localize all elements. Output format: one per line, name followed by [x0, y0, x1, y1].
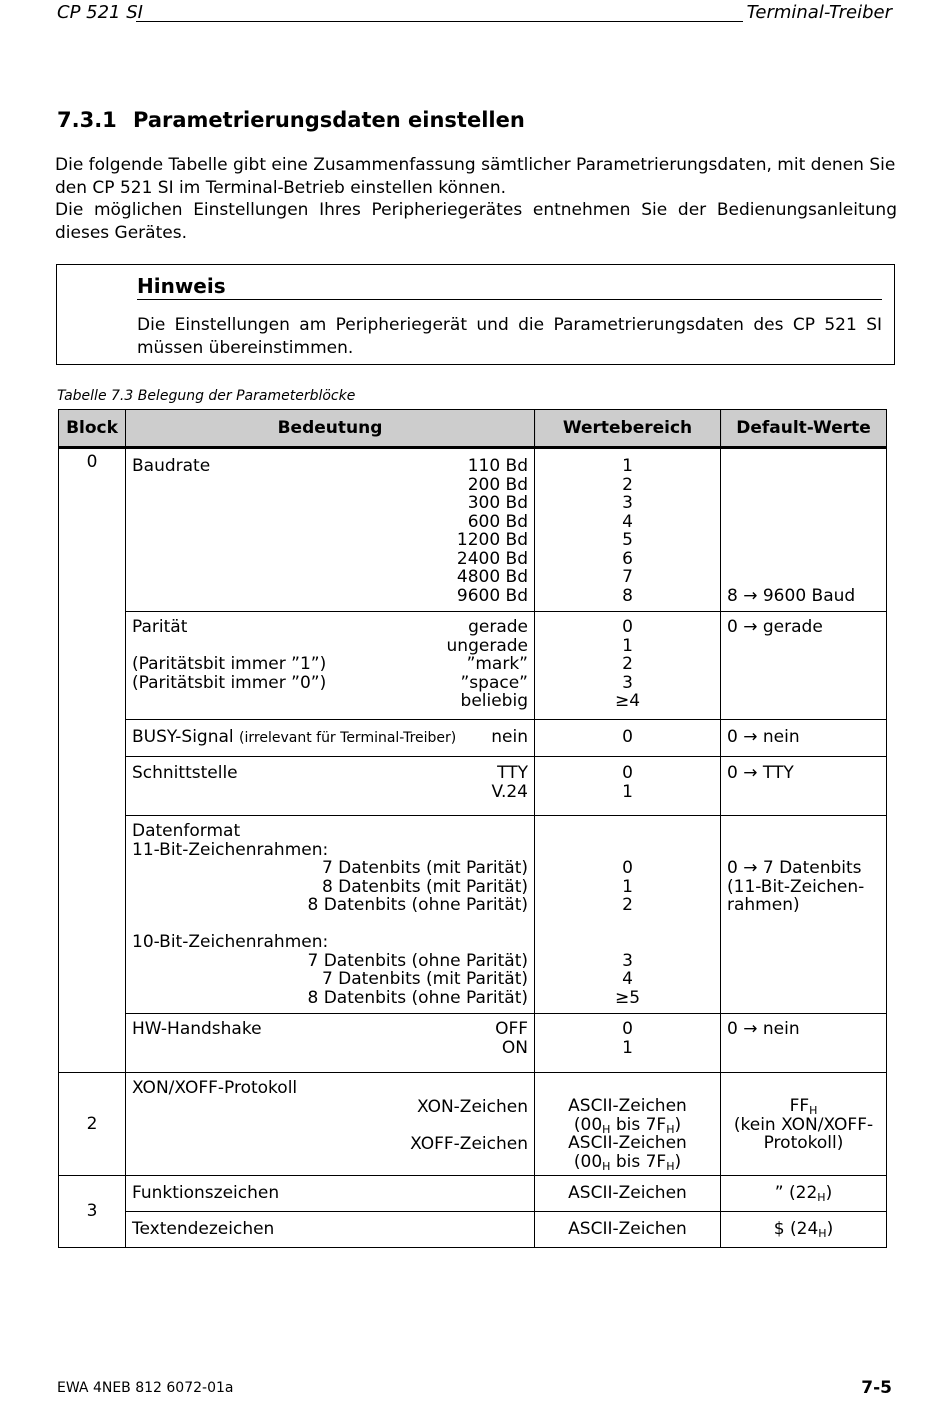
cell-handshake-default — [721, 1014, 887, 1073]
handshake-options — [495, 1020, 528, 1057]
header-title-right: Terminal-Treiber — [746, 2, 892, 23]
cell-parity-values — [535, 612, 721, 720]
xonxoff-default: $FF_H$ — [789, 1096, 818, 1117]
handshake-label: HW-Handshake — [132, 1019, 262, 1039]
cell-text-end-char-default — [721, 1211, 887, 1248]
interface-default: 0 → TTY — [727, 763, 794, 783]
xon-range: ASCII-Zeichen — [568, 1096, 687, 1116]
header-default: Default-Werte — [721, 410, 887, 448]
list-item: 8 Datenbits (ohne Parität) — [307, 895, 528, 915]
list-item: 200 Bd — [467, 474, 528, 495]
xonxoff-label: XON/XOFF-Protokoll — [132, 1078, 298, 1098]
text-end-char-label: Textendezeichen — [132, 1218, 275, 1239]
text-end-char-default: $ $(24_H)$ — [773, 1218, 834, 1240]
list-item: (kein XON/XOFF- — [733, 1114, 874, 1135]
list-item: 0 — [622, 617, 633, 637]
list-item: 4800 Bd — [456, 567, 528, 587]
cell-busy-default — [721, 719, 887, 757]
block-cell-2: 2 — [59, 1073, 126, 1176]
list-item: 1 — [622, 456, 633, 476]
list-item: 5 — [622, 530, 633, 550]
cell-xonxoff-default — [721, 1073, 887, 1176]
list-item: 1 — [622, 876, 633, 897]
list-item: Protokoll) — [763, 1133, 844, 1153]
list-item: 8 Datenbits (ohne Parität) — [307, 987, 528, 1008]
frame11-options — [132, 859, 528, 915]
list-item: 2400 Bd — [456, 548, 528, 569]
list-item: 6 — [622, 548, 633, 569]
cell-interface-default — [721, 757, 887, 816]
cell-function-char — [126, 1176, 535, 1212]
interface-label: Schnittstelle — [132, 763, 238, 783]
frame10-label: 10-Bit-Zeichenrahmen: — [132, 932, 329, 952]
table-row-parity — [59, 612, 887, 720]
cell-dataformat-default — [721, 816, 887, 1014]
list-item: 8 — [622, 585, 633, 606]
list-item: 7 — [622, 567, 633, 587]
parity-notes — [132, 618, 326, 711]
handshake-default: 0 → nein — [727, 1019, 800, 1039]
list-item: ≥4 — [614, 691, 641, 711]
list-item: gerade — [468, 617, 528, 637]
list-item: ON — [501, 1037, 528, 1058]
list-item: 4 — [622, 511, 633, 532]
spacer — [132, 915, 528, 934]
note-text: Die Einstellungen am Peripheriegerät und die Parametrierungsdaten des CP 521 SI müssen übereinstimmen. — [137, 315, 882, 358]
block-cell-3: 3 — [59, 1176, 126, 1248]
cell-baudrate — [126, 448, 535, 612]
cell-dataformat-values — [535, 816, 721, 1014]
list-item: 0 — [622, 1019, 633, 1039]
note-rule — [137, 299, 882, 300]
intro-text — [55, 154, 897, 244]
busy-label: BUSY-Signal — [132, 726, 234, 747]
list-item: ”mark” — [466, 654, 528, 674]
section-heading — [57, 108, 525, 132]
section-number: 7.3.1 — [57, 108, 117, 132]
cell-parity-default — [721, 612, 887, 720]
busy-value: 0 — [622, 726, 633, 747]
block-cell-0: 0 — [59, 448, 126, 1073]
list-item: 4 — [622, 969, 633, 989]
cell-baudrate-default — [721, 448, 887, 612]
list-item: 1 — [622, 635, 633, 656]
list-item: OFF — [495, 1019, 528, 1039]
cell-dataformat — [126, 816, 535, 1014]
cell-baudrate-values — [535, 448, 721, 612]
cell-busy — [126, 719, 535, 757]
table-caption: Tabelle 7.3 Belegung der Parameterblöcke — [57, 388, 356, 404]
list-item: 3 — [622, 950, 633, 971]
footer-doc-number: EWA 4NEB 812 6072-01a — [57, 1380, 234, 1396]
table-row-xonxoff — [59, 1073, 887, 1176]
header-title-left: CP 521 SI — [57, 2, 143, 23]
table-header-row — [59, 410, 887, 448]
busy-option: nein — [491, 726, 528, 747]
baudrate-options — [457, 457, 528, 605]
list-item: 2 — [622, 474, 633, 495]
xoff-range-detail: ($00_H$ bis $7F_H$) — [573, 1151, 682, 1173]
list-item: ”space” — [460, 672, 528, 693]
list-item: ungerade — [446, 635, 528, 656]
interface-options — [492, 764, 528, 801]
list-item: 2 — [622, 895, 633, 915]
note-title: Hinweis — [137, 274, 226, 298]
header-block: Block — [59, 410, 126, 448]
header-range: Wertebereich — [535, 410, 721, 448]
list-item — [132, 637, 326, 656]
cell-xonxoff — [126, 1073, 535, 1176]
list-item: 1 — [622, 1037, 633, 1058]
cell-function-char-range — [535, 1176, 721, 1212]
list-item: 7 Datenbits (mit Parität) — [321, 858, 528, 878]
frame10-options — [132, 952, 528, 1008]
table-row-function-char — [59, 1176, 887, 1212]
list-item: 9600 Bd — [456, 585, 528, 606]
list-item: V.24 — [491, 781, 528, 802]
table-row-baudrate — [59, 448, 887, 612]
list-item: 7 Datenbits (mit Parität) — [321, 969, 528, 989]
footer-page-number: 7-5 — [861, 1378, 892, 1398]
list-item: 0 — [622, 858, 633, 878]
baudrate-label: Baudrate — [132, 456, 211, 476]
baudrate-default: 8 → 9600 Baud — [727, 585, 856, 606]
cell-interface-values — [535, 757, 721, 816]
busy-label-group — [132, 728, 456, 748]
cell-handshake — [126, 1014, 535, 1073]
cell-text-end-char — [126, 1211, 535, 1248]
header-meaning: Bedeutung — [126, 410, 535, 448]
list-item — [132, 692, 326, 711]
parameter-table — [58, 409, 887, 1248]
table-row-busy — [59, 719, 887, 757]
intro-paragraph-1: Die folgende Tabelle gibt eine Zusammenfassung sämtlicher Parametrierungsdaten, mit denen Sie den CP 521 SI im Terminal-Betrieb einstellen können. — [55, 155, 896, 198]
cell-handshake-values — [535, 1014, 721, 1073]
list-item: 0 → 7 Datenbits — [727, 858, 862, 878]
list-item: 1 — [622, 781, 633, 802]
header-rule — [136, 21, 743, 22]
parity-label: Parität — [132, 617, 188, 637]
section-title: Parametrierungsdaten einstellen — [133, 108, 525, 132]
xon-range-detail: ($00_H$ bis $7F_H$) — [573, 1114, 682, 1136]
cell-text-end-char-range — [535, 1211, 721, 1248]
list-item: rahmen) — [727, 895, 800, 915]
cell-busy-value — [535, 719, 721, 757]
cell-xonxoff-range — [535, 1073, 721, 1176]
cell-parity — [126, 612, 535, 720]
function-char-label: Funktionszeichen — [132, 1183, 280, 1203]
text-end-char-range: ASCII-Zeichen — [568, 1218, 687, 1239]
table-row-interface — [59, 757, 887, 816]
function-char-default: ” $(22_H)$ — [774, 1183, 833, 1204]
busy-default: 0 → nein — [727, 726, 800, 747]
list-item: (Paritätsbit immer ”0”) — [132, 672, 327, 693]
parity-options — [447, 618, 528, 711]
list-item: 110 Bd — [467, 456, 528, 476]
list-item: TTY — [497, 763, 528, 783]
xoff-range: ASCII-Zeichen — [568, 1133, 687, 1153]
dataformat-label: Datenformat — [132, 821, 241, 841]
list-item: (11-Bit-Zeichen- — [727, 876, 865, 897]
list-item: 1200 Bd — [456, 530, 528, 550]
table-row-text-end-char — [59, 1211, 887, 1248]
xon-label: XON-Zeichen — [417, 1096, 528, 1117]
frame11-label: 11-Bit-Zeichenrahmen: — [132, 839, 329, 860]
list-item: ≥5 — [614, 987, 641, 1008]
list-item: 300 Bd — [467, 493, 528, 513]
list-item: 7 Datenbits (ohne Parität) — [307, 950, 528, 971]
list-item: 3 — [622, 672, 633, 693]
busy-remark: (irrelevant für Terminal-Treiber) — [239, 729, 457, 746]
cell-function-char-default — [721, 1176, 887, 1212]
function-char-range: ASCII-Zeichen — [568, 1183, 687, 1203]
list-item: 8 Datenbits (mit Parität) — [321, 876, 528, 897]
list-item: beliebig — [460, 691, 528, 711]
list-item: (Paritätsbit immer ”1”) — [132, 654, 327, 674]
list-item: 0 — [622, 763, 633, 783]
list-item: 2 — [622, 654, 633, 674]
table-row-handshake — [59, 1014, 887, 1073]
list-item: 600 Bd — [467, 511, 528, 532]
cell-interface — [126, 757, 535, 816]
parity-default: 0 → gerade — [727, 617, 823, 637]
list-item: 3 — [622, 493, 633, 513]
intro-paragraph-2: Die möglichen Einstellungen Ihres Peripheriegerätes entnehmen Sie der Bedienungsanleitung dieses Gerätes. — [55, 200, 897, 243]
table-row-dataformat — [59, 816, 887, 1014]
xoff-label: XOFF-Zeichen — [410, 1133, 528, 1154]
